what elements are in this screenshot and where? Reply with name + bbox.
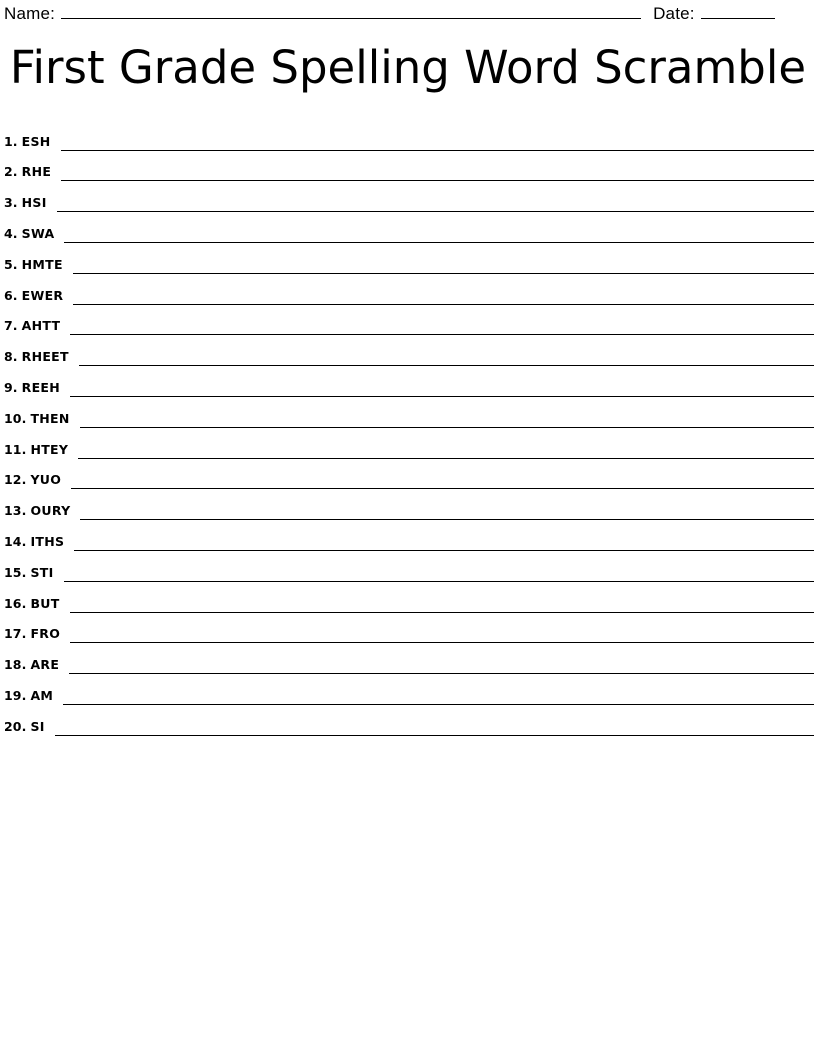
list-item [4, 181, 814, 212]
item-number: 11. [4, 441, 27, 457]
item-number: 1. [4, 133, 18, 149]
answer-write-line[interactable] [78, 444, 814, 459]
scrambled-word: ARE [30, 657, 60, 673]
page-title: First Grade Spelling Word Scramble [9, 41, 807, 94]
scrambled-word: SWA [21, 225, 55, 241]
name-write-line[interactable] [61, 6, 641, 19]
item-number: 18. [4, 657, 27, 673]
scrambled-word: ITHS [30, 533, 65, 549]
list-item [4, 613, 814, 644]
answer-write-line[interactable] [64, 567, 814, 582]
item-number: 3. [4, 195, 18, 211]
answer-write-line[interactable] [69, 659, 814, 674]
scrambled-word: HTEY [30, 441, 69, 457]
list-item [4, 243, 814, 274]
date-label: Date: [653, 4, 695, 23]
list-item [4, 705, 814, 736]
scrambled-word: SI [30, 718, 45, 734]
list-item [4, 459, 814, 490]
list-item [4, 120, 814, 151]
answer-write-line[interactable] [70, 628, 814, 643]
answer-write-line[interactable] [61, 166, 814, 181]
scrambled-word: BUT [30, 595, 60, 611]
item-number: 15. [4, 564, 27, 580]
scrambled-word: OURY [30, 503, 71, 519]
item-number: 19. [4, 687, 27, 703]
scrambled-word: AHTT [21, 318, 61, 334]
item-number: 9. [4, 379, 18, 395]
item-number: 12. [4, 472, 27, 488]
scrambled-word: FRO [30, 626, 61, 642]
list-item [4, 151, 814, 182]
scrambled-word: YUO [30, 472, 62, 488]
scrambled-word: STI [30, 564, 54, 580]
scrambled-word: RHE [21, 164, 52, 180]
answer-write-line[interactable] [80, 413, 814, 428]
item-number: 4. [4, 225, 18, 241]
item-number: 13. [4, 503, 27, 519]
list-item [4, 366, 814, 397]
list-item [4, 428, 814, 459]
item-number: 20. [4, 718, 27, 734]
answer-write-line[interactable] [73, 259, 814, 274]
name-label: Name: [4, 4, 56, 23]
list-item [4, 643, 814, 674]
answer-write-line[interactable] [57, 197, 814, 212]
item-number: 14. [4, 533, 27, 549]
list-item [4, 582, 814, 613]
scrambled-word: RHEET [21, 349, 69, 365]
list-item [4, 335, 814, 366]
list-item [4, 489, 814, 520]
scrambled-word: ESH [21, 133, 51, 149]
date-write-line[interactable] [701, 6, 775, 19]
answer-write-line[interactable] [73, 290, 814, 305]
list-item [4, 397, 814, 428]
scrambled-word: EWER [21, 287, 64, 303]
scrambled-word: AM [30, 687, 54, 703]
item-number: 16. [4, 595, 27, 611]
item-number: 5. [4, 256, 18, 272]
answer-write-line[interactable] [55, 721, 814, 736]
answer-write-line[interactable] [79, 351, 814, 366]
item-number: 7. [4, 318, 18, 334]
item-number: 6. [4, 287, 18, 303]
scrambled-word: REEH [21, 379, 61, 395]
header [0, 0, 816, 24]
list-item [4, 274, 814, 305]
list-item [4, 520, 814, 551]
list-item [4, 212, 814, 243]
scrambled-word: HSI [21, 195, 47, 211]
answer-write-line[interactable] [70, 382, 814, 397]
scrambled-word: THEN [30, 410, 70, 426]
answer-write-line[interactable] [70, 598, 814, 613]
item-number: 8. [4, 349, 18, 365]
list-item [4, 551, 814, 582]
item-number: 10. [4, 410, 27, 426]
item-number: 2. [4, 164, 18, 180]
scrambled-word: HMTE [21, 256, 63, 272]
answer-write-line[interactable] [80, 505, 814, 520]
answer-write-line[interactable] [70, 320, 814, 335]
answer-write-line[interactable] [71, 474, 814, 489]
list-item [4, 674, 814, 705]
item-number: 17. [4, 626, 27, 642]
list-item [4, 305, 814, 336]
answer-write-line[interactable] [64, 228, 814, 243]
scramble-list [0, 120, 816, 736]
answer-write-line[interactable] [61, 136, 814, 151]
answer-write-line[interactable] [74, 536, 814, 551]
answer-write-line[interactable] [63, 690, 814, 705]
